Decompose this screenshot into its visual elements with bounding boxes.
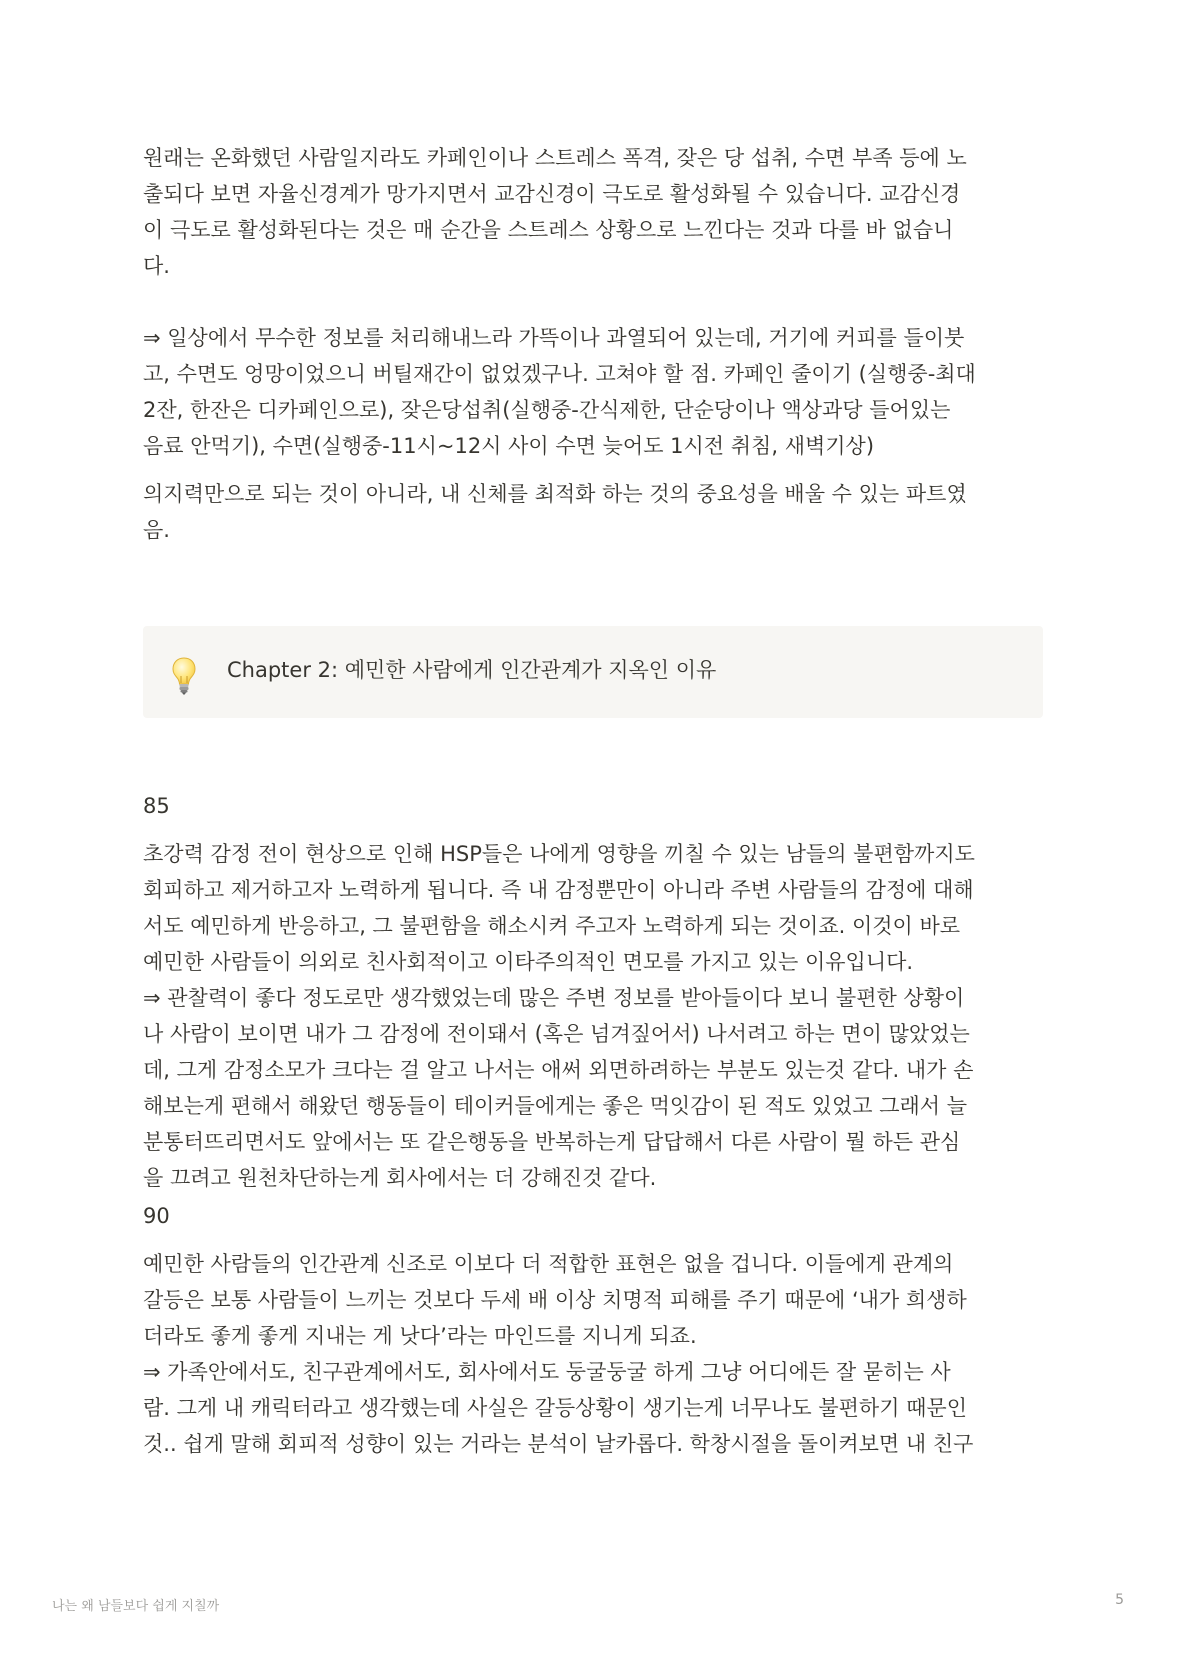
spacer (143, 464, 1043, 476)
text-line: 다. (143, 254, 170, 278)
text-line: 의지력만으로 되는 것이 아니라, 내 신체를 최적화 하는 것의 중요성을 배울 수 있는 파트였 (143, 482, 967, 506)
intro-content (143, 140, 1043, 548)
text-line: 람. 그게 내 캐릭터라고 생각했는데 사실은 갈등상황이 생기는게 너무나도 불편하기 때문인 (143, 1396, 968, 1420)
text-line: 데, 그게 감정소모가 크다는 걸 알고 나서는 애써 외면하려하는 부분도 있는것 같다. 내가 손 (143, 1058, 974, 1082)
spacer (143, 1234, 1043, 1246)
paragraph-conclusion (143, 476, 1043, 548)
chapter-callout (143, 626, 1043, 718)
text-line: 을 끄려고 원천차단하는게 회사에서는 더 강해진것 같다. (143, 1166, 657, 1190)
text-line: 예민한 사람들이 의외로 친사회적이고 이타주의적인 면모를 가지고 있는 이유입니다. (143, 950, 914, 974)
page-reference-number: 90 (143, 1204, 170, 1228)
text-line: 2잔, 한잔은 디카페인으로), 잦은당섭취(실행중-간식제한, 단순당이나 액상과당 들어있는 (143, 398, 951, 422)
text-line: 더라도 좋게 좋게 지내는 게 낫다’라는 마인드를 지니게 되죠. (143, 1324, 697, 1348)
text-line: 음료 안먹기), 수면(실행중-11시~12시 사이 수면 늦어도 1시전 취침, 새벽기상) (143, 434, 875, 458)
page-reference-number: 85 (143, 794, 170, 818)
text-line: 회피하고 제거하고자 노력하게 됩니다. 즉 내 감정뿐만이 아니라 주변 사람들의 감정에 대해 (143, 878, 974, 902)
text-line: 해보는게 편해서 해왔던 행동들이 테이커들에게는 좋은 먹잇감이 된 적도 있었고 그래서 늘 (143, 1094, 968, 1118)
text-line: 것.. 쉽게 말해 회피적 성향이 있는 거라는 분석이 날카롭다. 학창시절을 돌이켜보면 내 친구 (143, 1432, 974, 1456)
section-90 (143, 1198, 1043, 1462)
text-line: 예민한 사람들의 인간관계 신조로 이보다 더 적합한 표현은 없을 겁니다. 이들에게 관계의 (143, 1252, 954, 1276)
footer-book-title: 나는 왜 남들보다 쉽게 지칠까 (52, 1599, 220, 1614)
text-line: ⇒ 관찰력이 좋다 정도로만 생각했었는데 많은 주변 정보를 받아들이다 보니 불편한 상황이 (143, 986, 965, 1010)
text-line: 출되다 보면 자율신경계가 망가지면서 교감신경이 극도로 활성화될 수 있습니다. 교감신경 (143, 182, 961, 206)
text-line: 이 극도로 활성화된다는 것은 매 순간을 스트레스 상황으로 느낀다는 것과 다를 바 없습니 (143, 218, 954, 242)
text-line: 나 사람이 보이면 내가 그 감정에 전이돼서 (혹은 넘겨짚어서) 나서려고 하는 면이 많았었는 (143, 1022, 970, 1046)
text-line: 분통터뜨리면서도 앞에서는 또 같은행동을 반복하는게 답답해서 다른 사람이 뭘 하든 관심 (143, 1130, 961, 1154)
text-line: 초강력 감정 전이 현상으로 인해 HSP들은 나에게 영향을 끼칠 수 있는 남들의 불편함까지도 (143, 842, 975, 866)
spacer (143, 824, 1043, 836)
text-line: ⇒ 가족안에서도, 친구관계에서도, 회사에서도 둥굴둥굴 하게 그냥 어디에든 잘 묻히는 사 (143, 1360, 951, 1384)
section-85 (143, 788, 1043, 1196)
text-line: 음. (143, 518, 170, 542)
text-line: ⇒ 일상에서 무수한 정보를 처리해내느라 가뜩이나 과열되어 있는데, 거기에 커피를 들이붓 (143, 326, 965, 350)
paragraph-section-85 (143, 836, 1043, 1196)
paragraph-reflection (143, 320, 1043, 464)
text-line: 원래는 온화했던 사람일지라도 카페인이나 스트레스 폭격, 잦은 당 섭취, 수면 부족 등에 노 (143, 146, 967, 170)
text-line: 서도 예민하게 반응하고, 그 불편함을 해소시켜 주고자 노력하게 되는 것이죠. 이것이 바로 (143, 914, 961, 938)
spacer (143, 284, 1043, 320)
callout-title: Chapter 2: 예민한 사람에게 인간관계가 지옥인 이유 (227, 658, 717, 682)
lightbulb-icon (171, 656, 197, 696)
paragraph-section-90 (143, 1246, 1043, 1462)
text-line: 갈등은 보통 사람들이 느끼는 것보다 두세 배 이상 치명적 피해를 주기 때문에 ‘내가 희생하 (143, 1288, 967, 1312)
paragraph-autonomic (143, 140, 1043, 284)
footer-page-number: 5 (1115, 1592, 1124, 1608)
text-line: 고, 수면도 엉망이었으니 버틸재간이 없었겠구나. 고쳐야 할 점. 카페인 줄이기 (실행중-최대 (143, 362, 976, 386)
